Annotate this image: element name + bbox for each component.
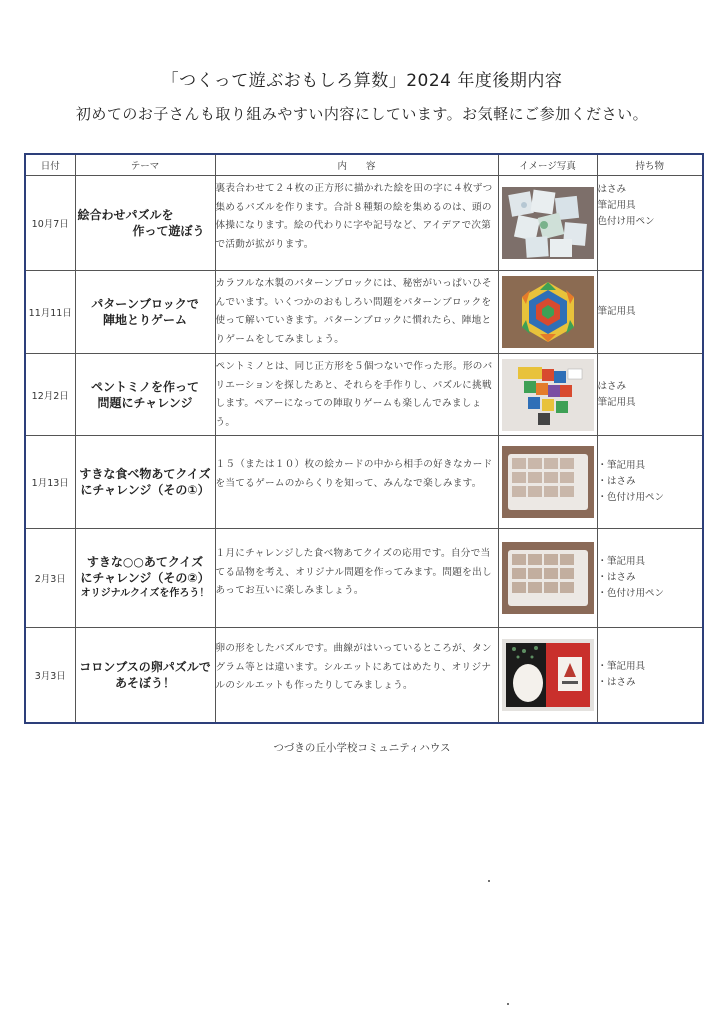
row-photo <box>498 271 597 354</box>
content-text: カラフルな木製のパターンブロックには、秘密がいっぱいひそんでいます。いくつかのおもしろい問題をパターンブロックを使って解いていきます。パターンブロックに慣れたら、陣地とりゲームをしてみましょう。 <box>215 278 492 345</box>
row-date: 1月13日 <box>25 436 75 529</box>
theme-line: すきな○○あてクイズ <box>86 555 204 569</box>
content-text: ペントミノとは、同じ正方形を５個つないで作った形。形のバリエーションを探したあと、それらを手作りし、パズルに挑戦します。ペアーになっての陣取りゲームも楽しんでみましょう。 <box>215 361 493 428</box>
theme-line: にチャレンジ（その②） <box>80 571 210 585</box>
row-theme <box>75 628 215 723</box>
header-date: 日付 <box>25 154 75 176</box>
row-items <box>597 176 703 271</box>
theme-subtitle: オリジナルクイズを作ろう！ <box>80 588 210 599</box>
header-theme: テーマ <box>75 154 215 176</box>
theme-line: パターンブロックで <box>91 297 199 311</box>
food-cards-photo <box>502 446 594 518</box>
theme-line: すきな食べ物あてクイズ <box>79 467 211 481</box>
item: はさみ <box>597 184 627 195</box>
row-content <box>215 271 498 354</box>
page-title: 「つくって遊ぶおもしろ算数」2024 年度後期内容 <box>161 71 563 91</box>
row-date: 12月2日 <box>25 354 75 436</box>
content-text: １５（または１０）枚の絵カードの中から相手の好きなカードを当てるゲームのからくりを知って、みんなで楽しみます。 <box>215 459 493 489</box>
theme-line: 絵合わせパズルを <box>77 208 174 222</box>
row-photo <box>498 176 597 271</box>
table-header-row <box>25 154 703 176</box>
row-content <box>215 529 498 628</box>
row-items <box>597 628 703 723</box>
table-row <box>25 354 703 436</box>
quiz-cards-photo <box>502 542 594 614</box>
pentomino-photo <box>502 359 594 431</box>
item: ・筆記用具 <box>597 556 646 567</box>
item: ・色付け用ペン <box>597 588 665 599</box>
item: 色付け用ペン <box>597 216 655 227</box>
theme-line: 作って遊ぼう <box>132 224 205 238</box>
theme-line: コロンブスの卵パズルで <box>79 659 211 674</box>
row-date: 3月3日 <box>25 628 75 723</box>
scan-speck <box>507 1003 509 1005</box>
row-theme <box>75 354 215 436</box>
item: 筆記用具 <box>597 396 636 408</box>
item: ・はさみ <box>597 572 636 583</box>
theme-line: 陣地とりゲーム <box>102 313 187 327</box>
theme-line: あそぼう！ <box>114 675 175 690</box>
row-theme <box>75 271 215 354</box>
footer-organization: つづきの丘小学校コミュニティハウス <box>273 742 451 754</box>
table-row <box>25 436 703 529</box>
row-items <box>597 354 703 436</box>
theme-line: にチャレンジ（その①） <box>80 483 210 497</box>
row-theme <box>75 176 215 271</box>
content-text: 裏表合わせて２４枚の正方形に描かれた絵を田の字に４枚ずつ集めるパズルを作ります。合計８種類の絵を集めるのは、頭の体操になります。絵の代わりに字や記号など、アイデアで次第で活動が拡がります。 <box>215 183 493 250</box>
header-photo: イメージ写真 <box>498 154 597 176</box>
row-photo <box>498 436 597 529</box>
item: ・はさみ <box>597 476 636 487</box>
item: ・筆記用具 <box>597 460 646 471</box>
table-row <box>25 176 703 271</box>
egg-puzzle-photo <box>502 639 594 711</box>
row-photo <box>498 529 597 628</box>
scan-speck <box>488 880 490 882</box>
row-date: 2月3日 <box>25 529 75 628</box>
row-date: 10月7日 <box>25 176 75 271</box>
row-content <box>215 628 498 723</box>
item: はさみ <box>597 380 627 392</box>
table-row <box>25 628 703 723</box>
row-theme <box>75 529 215 628</box>
row-content <box>215 176 498 271</box>
row-items <box>597 529 703 628</box>
row-photo <box>498 628 597 723</box>
item: 筆記用具 <box>597 200 636 211</box>
row-content <box>215 354 498 436</box>
schedule-table <box>24 153 704 724</box>
page-subtitle: 初めてのお子さんも取り組みやすい内容にしています。お気軽にご参加ください。 <box>75 105 649 123</box>
pattern-block-photo <box>502 276 594 348</box>
item: ・筆記用具 <box>597 660 646 672</box>
theme-line: 問題にチャレンジ <box>97 395 193 410</box>
puzzle-cards-photo <box>502 187 594 259</box>
row-items <box>597 436 703 529</box>
row-items <box>597 271 703 354</box>
row-theme <box>75 436 215 529</box>
theme-line: ペントミノを作って <box>90 379 199 394</box>
table-row <box>25 529 703 628</box>
table-row <box>25 271 703 354</box>
header-items: 持ち物 <box>597 154 703 176</box>
header-content: 内 容 <box>215 154 498 176</box>
content-text: 卵の形をしたパズルです。曲線がはいっているところが、タングラム等とは違います。シルエットにあてはめたり、オリジナルのシルエットも作ったりしてみましょう。 <box>215 643 492 691</box>
row-content <box>215 436 498 529</box>
item: ・色付け用ペン <box>597 492 665 503</box>
item: ・はさみ <box>597 676 636 688</box>
row-date: 11月11日 <box>25 271 75 354</box>
row-photo <box>498 354 597 436</box>
content-text: １月にチャレンジした食べ物あてクイズの応用です。自分で当てる品物を考え、オリジナル問題を作ってみます。問題を出しあってお互いに楽しみましょう。 <box>215 548 492 596</box>
item: 筆記用具 <box>597 306 636 317</box>
